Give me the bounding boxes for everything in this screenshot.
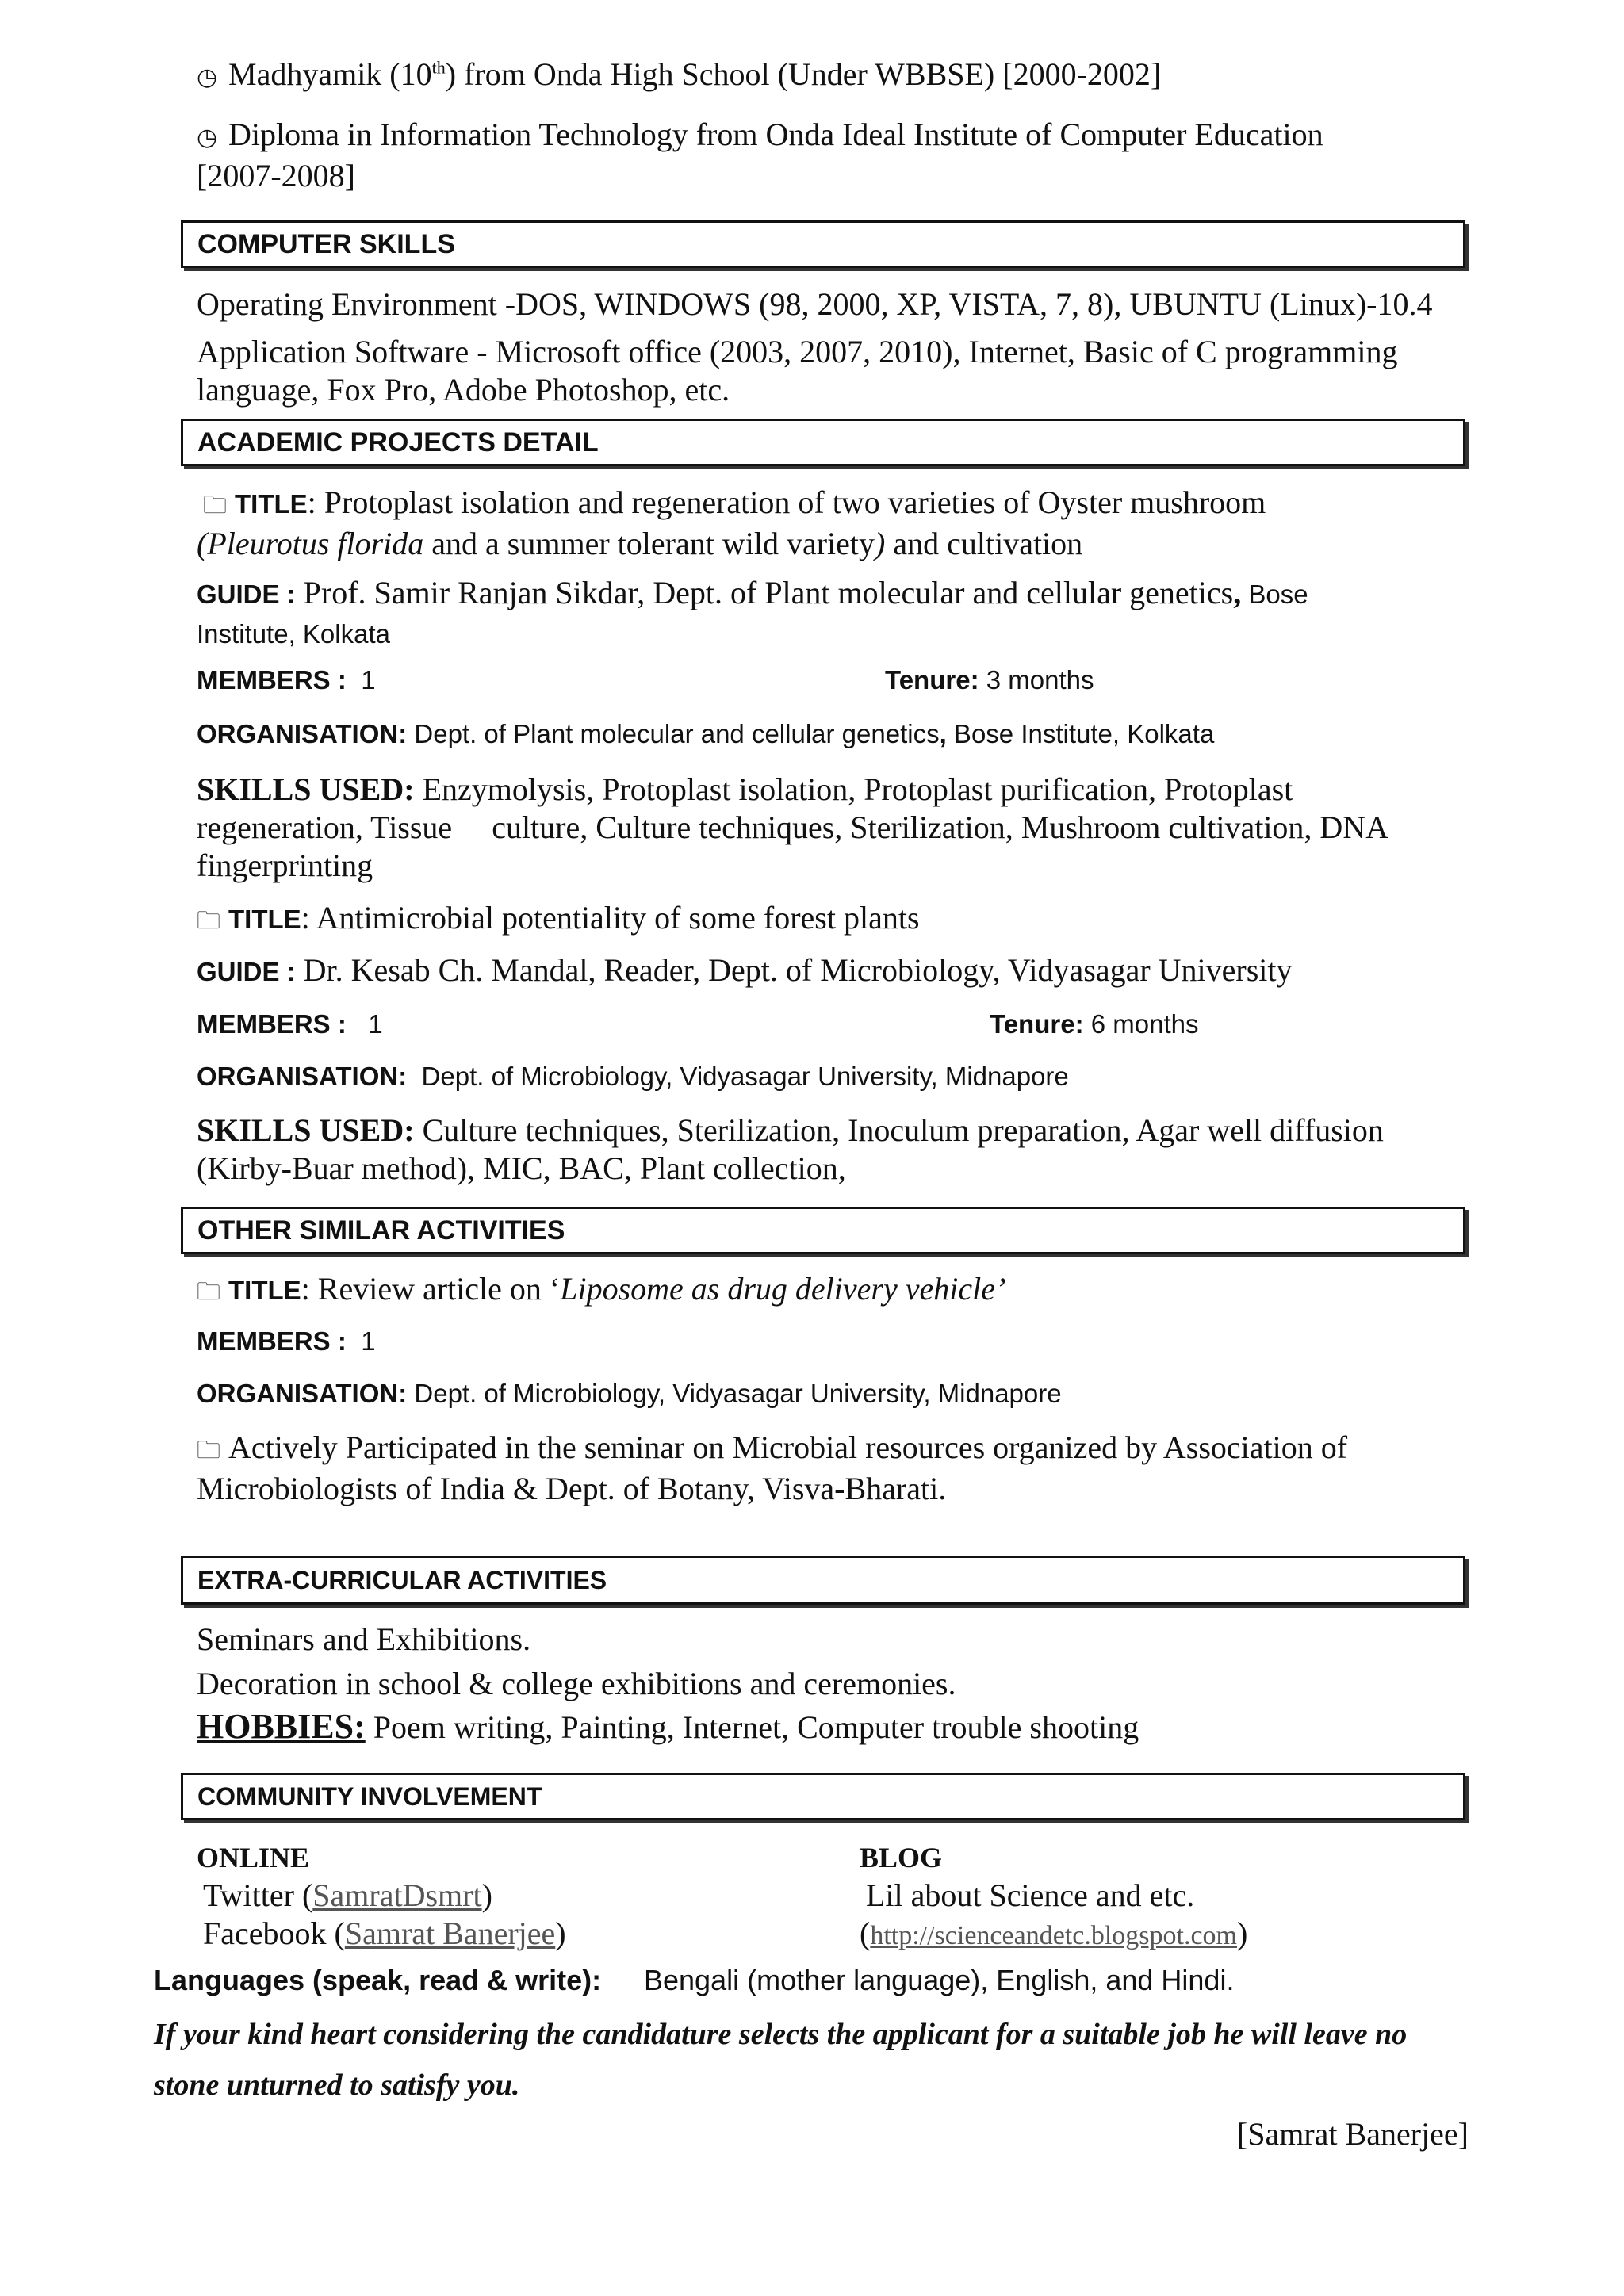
review-article-members: MEMBERS : 1 xyxy=(197,1326,376,1356)
languages-value: Bengali (mother language), English, and Hindi. xyxy=(644,1964,1235,1996)
community-online: ONLINE Twitter (SamratDsmrt) Facebook (Samrat Banerjee) xyxy=(197,1842,566,1951)
project-1-title: 🗀 TITLE: Protoplast isolation and regeneration of two varieties of Oyster mushroom (Pleurotus florida and a summer tolerant wild variety) and cultivation xyxy=(197,484,1266,561)
extra-curricular-seminars: Seminars and Exhibitions. xyxy=(197,1621,531,1657)
review-article-organisation: ORGANISATION: Dept. of Microbiology, Vidyasagar University, Midnapore xyxy=(197,1379,1062,1408)
section-header-community: COMMUNITY INVOLVEMENT xyxy=(181,1773,1465,1820)
facebook-link[interactable]: Samrat Banerjee xyxy=(344,1915,556,1951)
project-2-skills: SKILLS USED: Culture techniques, Sterilization, Inoculum preparation, Agar well diffusion (Kirby-Buar method), MIC, BAC, Plant collection, xyxy=(197,1112,1384,1186)
project-2-title: 🗀 TITLE: Antimicrobial potentiality of some forest plants xyxy=(197,899,1462,940)
section-header-other-activities: OTHER SIMILAR ACTIVITIES xyxy=(181,1207,1465,1254)
project-2-tenure: Tenure: 6 months xyxy=(990,1009,1199,1039)
clock-icon: ◷ xyxy=(197,124,218,151)
folder-icon: 🗀 xyxy=(197,1278,220,1306)
project-1-skills: SKILLS USED: Enzymolysis, Protoplast isolation, Protoplast purification, Protoplast regeneration, Tissue culture, Culture techniques, Sterilization, Mushroom cultivation, DNA fingerprinting xyxy=(197,771,1389,883)
project-1-organisation: ORGANISATION: Dept. of Plant molecular and cellular genetics, Bose Institute, Kolkata xyxy=(197,719,1215,748)
extra-curricular-decoration: Decoration in school & college exhibitions and ceremonies. xyxy=(197,1666,956,1701)
project-2-guide: GUIDE : Dr. Kesab Ch. Mandal, Reader, Dept. of Microbiology, Vidyasagar University xyxy=(197,952,1293,988)
project-1-guide: GUIDE : Prof. Samir Ranjan Sikdar, Dept. of Plant molecular and cellular genetics, Bose Institute, Kolkata xyxy=(197,575,1308,649)
seminar-participation: 🗀 Actively Participated in the seminar on Microbial resources organized by Association of Microbiologists of India & Dept. of Botany, Visva-Bharati. xyxy=(197,1429,1348,1506)
computer-skills-apps: Application Software - Microsoft office (2003, 2007, 2010), Internet, Basic of C programming language, Fox Pro, Adobe Photoshop, etc. xyxy=(197,334,1398,408)
folder-icon: 🗀 xyxy=(203,492,227,519)
project-1-members: MEMBERS : 1 xyxy=(197,665,376,695)
clock-icon: ◷ xyxy=(197,63,218,91)
education-item-madhyamik: ◷ Madhyamik (10th) from Onda High School (Under WBBSE) [2000-2002] xyxy=(197,55,1462,97)
education-item-diploma: ◷ Diploma in Information Technology from Onda Ideal Institute of Computer Education [2007-2008] xyxy=(197,117,1323,193)
project-2-organisation: ORGANISATION: Dept. of Microbiology, Vidyasagar University, Midnapore xyxy=(197,1062,1069,1091)
languages-label: Languages (speak, read & write): xyxy=(154,1964,602,1996)
computer-skills-os: Operating Environment -DOS, WINDOWS (98, 2000, XP, VISTA, 7, 8), UBUNTU (Linux)-10.4 xyxy=(197,286,1433,322)
project-2-members: MEMBERS : 1 xyxy=(197,1009,383,1039)
project-1-tenure: Tenure: 3 months xyxy=(885,665,1094,695)
folder-icon: 🗀 xyxy=(197,1437,220,1464)
section-header-academic-projects: ACADEMIC PROJECTS DETAIL xyxy=(181,419,1465,466)
twitter-link[interactable]: SamratDsmrt xyxy=(312,1877,482,1913)
folder-icon: 🗀 xyxy=(197,907,220,935)
review-article-title: 🗀 TITLE: Review article on ‘Liposome as drug delivery vehicle’ xyxy=(197,1270,1462,1311)
section-header-extra-curricular: EXTRA-CURRICULAR ACTIVITIES xyxy=(181,1556,1465,1605)
declaration: If your kind heart considering the candidature selects the applicant for a suitable job he will leave no stone unturned to satisfy you. xyxy=(154,2018,1408,2102)
hobbies: HOBBIES: Poem writing, Painting, Internet, Computer trouble shooting xyxy=(197,1707,1139,1746)
signature: [Samrat Banerjee] xyxy=(1236,2116,1469,2152)
blog-link[interactable]: http://scienceandetc.blogspot.com xyxy=(870,1921,1237,1950)
community-blog: BLOG Lil about Science and etc. (http://scienceandetc.blogspot.com) xyxy=(860,1842,1248,1951)
section-header-computer-skills: COMPUTER SKILLS xyxy=(181,220,1465,268)
